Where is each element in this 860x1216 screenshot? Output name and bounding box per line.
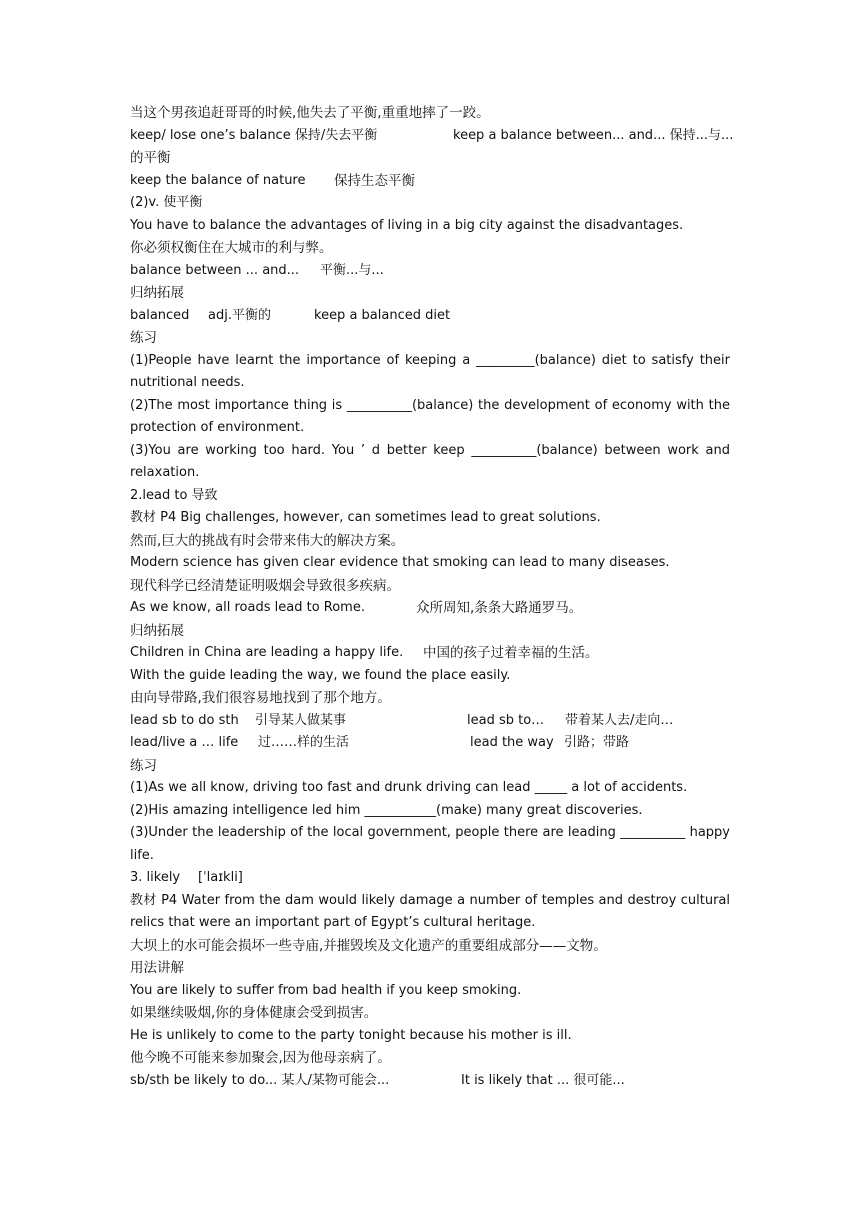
- text-line: With the guide leading the way, we found the place easily.: [130, 667, 511, 683]
- text-line: 如果继续吸烟,你的身体健康会受到损害。: [130, 1005, 378, 1021]
- translation: 众所周知,条条大路通罗马。: [416, 600, 583, 616]
- text-line: [130, 597, 730, 620]
- word: balanced: [130, 307, 190, 323]
- phrase: sb/sth be likely to do... 某人/某物可能会...: [130, 1072, 390, 1088]
- exercise-item: (2)The most importance thing is __________(balance) the development of economy with the protection of environment.: [130, 397, 730, 435]
- translation: 平衡...与...: [320, 262, 384, 278]
- phrase: keep a balanced diet: [314, 307, 451, 323]
- text-line: 教材 P4 Water from the dam would likely damage a number of temples and destroy cultural relics that were an important part of Egypt’s cultural heritage.: [130, 892, 730, 930]
- text-line: You have to balance the advantages of living in a big city against the disadvantages.: [130, 217, 684, 233]
- text-line: Modern science has given clear evidence that smoking can lead to many diseases.: [130, 555, 670, 570]
- word: 3. likely: [130, 870, 181, 885]
- section-heading: 归纳拓展: [130, 622, 184, 639]
- section-heading: 用法讲解: [130, 960, 184, 976]
- text-line: 现代科学已经清楚证明吸烟会导致很多疾病。: [130, 577, 400, 594]
- exercise-item: (1)People have learnt the importance of keeping a _________(balance) diet to satisfy their nutritional needs.: [130, 352, 730, 390]
- text-line: [130, 170, 730, 193]
- phrase: lead sb to…: [467, 712, 545, 728]
- phrase: lead/live a … life: [130, 735, 239, 750]
- exercise-item: (2)His amazing intelligence led him ___________(make) many great discoveries.: [130, 802, 643, 818]
- text-line: [130, 260, 730, 283]
- text-line: [130, 125, 734, 148]
- translation: 引路；带路: [564, 735, 630, 750]
- exercise-item: (3)Under the leadership of the local government, people there are leading __________ happy life.: [130, 825, 730, 863]
- text-line: [130, 642, 730, 665]
- text-line: 你必须权衡住在大城市的利与弊。: [130, 240, 333, 256]
- document-body: [130, 102, 734, 1092]
- exercise-item: (3)You are working too hard. You ’ d better keep __________(balance) between work and relaxation.: [130, 442, 730, 480]
- translation: 引导某人做某事: [255, 712, 347, 728]
- exercise-item: (1)As we all know, driving too fast and drunk driving can lead _____ a lot of accidents.: [130, 780, 688, 795]
- section-heading: 归纳拓展: [130, 285, 184, 301]
- text-line: [130, 732, 730, 755]
- sentence: Children in China are leading a happy life.: [130, 645, 404, 660]
- part-of-speech: adj.平衡的: [208, 307, 271, 323]
- entry-heading: [130, 867, 730, 890]
- section-heading: 练习: [130, 757, 157, 774]
- entry-heading: 2.lead to 导致: [130, 487, 218, 503]
- phrase: lead the way: [470, 735, 554, 750]
- text-line: [130, 1070, 730, 1093]
- text-line: [130, 305, 730, 328]
- text-line: You are likely to suffer from bad health if you keep smoking.: [130, 982, 522, 998]
- translation: 中国的孩子过着幸福的生活。: [423, 645, 599, 661]
- phonetic: [ˈlaɪkli]: [198, 870, 243, 885]
- text-line: (2)v. 使平衡: [130, 195, 203, 210]
- text-line: He is unlikely to come to the party tonight because his mother is ill.: [130, 1027, 572, 1043]
- translation: 过……样的生活: [258, 735, 350, 750]
- text-line: 由向导带路,我们很容易地找到了那个地方。: [130, 690, 391, 706]
- phrase: keep/ lose one’s balance 保持/失去平衡: [130, 127, 378, 143]
- text-line: 当这个男孩追赶哥哥的时候,他失去了平衡,重重地摔了一跤。: [130, 105, 490, 121]
- text-line: 然而,巨大的挑战有时会带来伟大的解决方案。: [130, 532, 405, 549]
- sentence: As we know, all roads lead to Rome.: [130, 600, 365, 615]
- phrase: balance between ... and...: [130, 262, 300, 278]
- translation: 带着某人去/走向…: [565, 712, 674, 728]
- phrase: keep a balance between... and... 保持...与...: [453, 127, 734, 143]
- text-line: [130, 710, 730, 733]
- phrase: It is likely that ... 很可能...: [461, 1072, 625, 1088]
- text-line: 他今晚不可能来参加聚会,因为他母亲病了。: [130, 1050, 391, 1066]
- section-heading: 练习: [130, 330, 157, 346]
- phrase: keep the balance of nature: [130, 172, 306, 188]
- translation: 保持生态平衡: [334, 172, 415, 189]
- phrase: lead sb to do sth: [130, 712, 239, 728]
- text-line: 大坝上的水可能会损坏一些寺庙,并摧毁埃及文化遗产的重要组成部分——文物。: [130, 937, 607, 954]
- text-line: 教材 P4 Big challenges, however, can sometimes lead to great solutions.: [130, 510, 601, 525]
- text-line: 的平衡: [130, 150, 171, 166]
